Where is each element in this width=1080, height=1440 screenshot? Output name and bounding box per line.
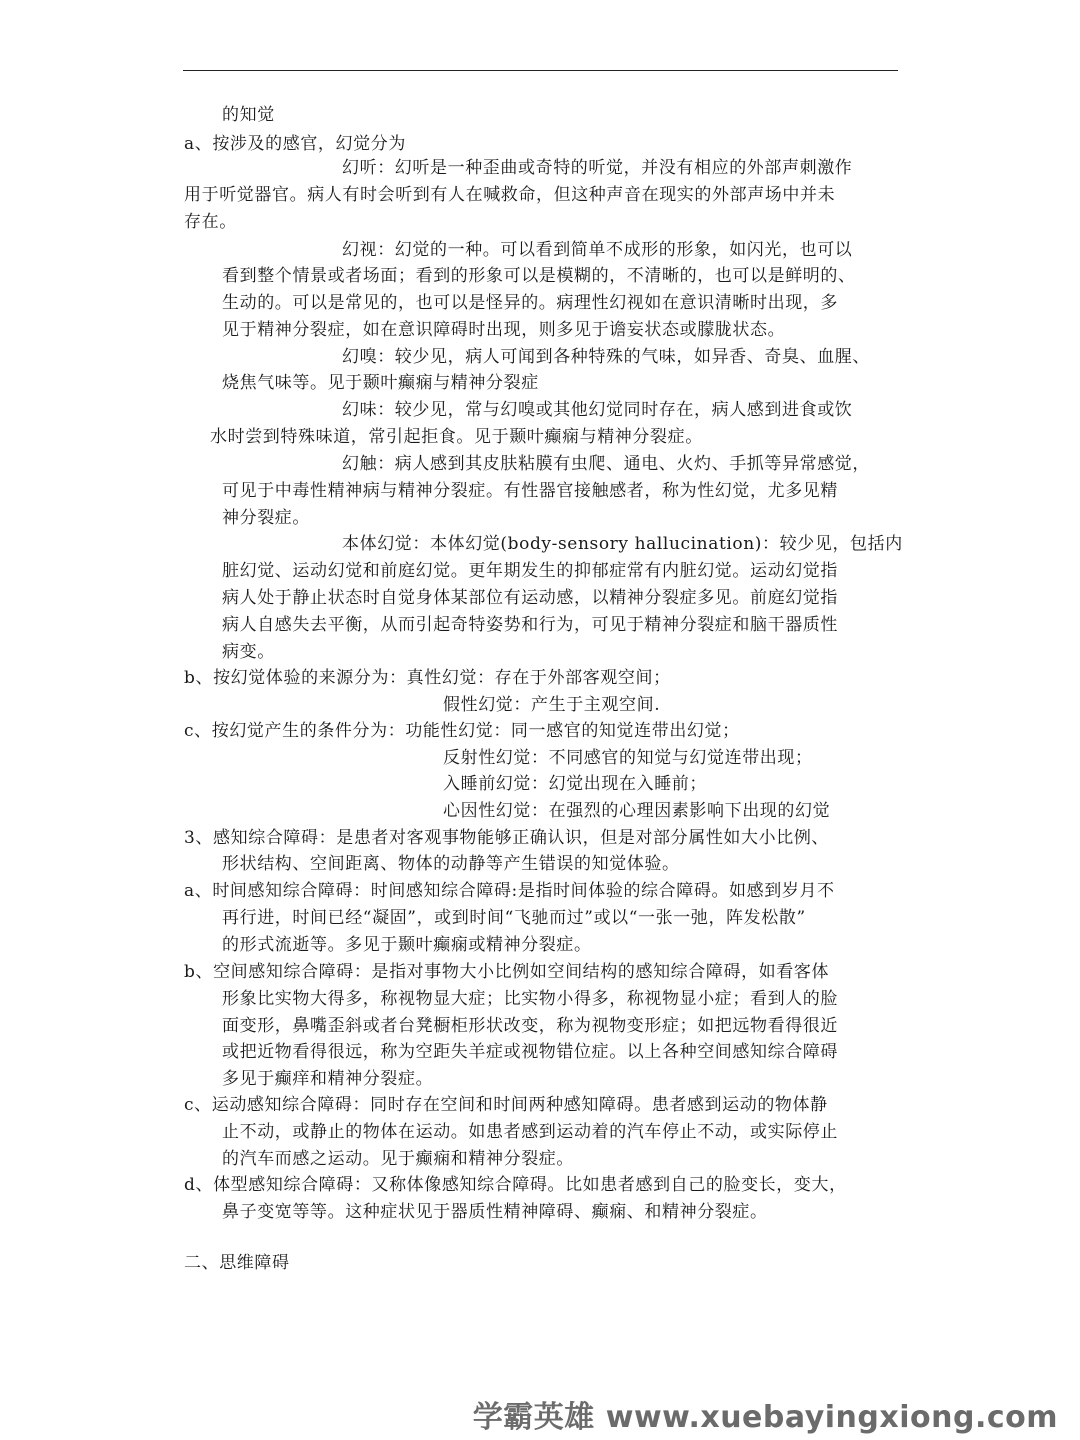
text-line: 病变。: [222, 642, 275, 662]
text-line: d、体型感知综合障碍：又称体像感知综合障碍。比如患者感到自己的脸变长，变大，: [184, 1175, 847, 1195]
text-line: 用于听觉器官。病人有时会听到有人在喊救命，但这种声音在现实的外部声场中并未: [184, 185, 836, 205]
text-line: a、时间感知综合障碍：时间感知综合障碍:是指时间体验的综合障碍。如感到岁月不: [184, 881, 835, 901]
text-line: 幻视：幻觉的一种。可以看到简单不成形的形象，如闪光，也可以: [342, 240, 853, 260]
text-line: 看到整个情景或者场面；看到的形象可以是模糊的，不清晰的，也可以是鲜明的、: [222, 266, 856, 286]
text-line: 形象比实物大得多，称视物显大症；比实物小得多，称视物显小症；看到人的脸: [222, 989, 838, 1009]
text-line: 再行进，时间已经“凝固”，或到时间“飞驰而过”或以“一张一弛，阵发松散”: [222, 908, 806, 928]
text-line: 止不动，或静止的物体在运动。如患者感到运动着的汽车停止不动，或实际停止: [222, 1122, 838, 1142]
text-line: 面变形，鼻嘴歪斜或者台凳橱柜形状改变，称为视物变形症；如把远物看得很近: [222, 1016, 838, 1036]
text-line: c、运动感知综合障碍：同时存在空间和时间两种感知障碍。患者感到运动的物体静: [184, 1095, 828, 1115]
text-line: 病人自感失去平衡，从而引起奇特姿势和行为，可见于精神分裂症和脑干器质性: [222, 615, 838, 635]
text-line: 鼻子变宽等等。这种症状见于器质性精神障碍、癫痫、和精神分裂症。: [222, 1202, 768, 1222]
text-line: 见于精神分裂症，如在意识障碍时出现，则多见于谵妄状态或朦胧状态。: [222, 320, 786, 340]
text-line: 幻味：较少见，常与幻嗅或其他幻觉同时存在，病人感到进食或饮: [342, 400, 853, 420]
text-line: 神分裂症。: [222, 508, 310, 528]
text-line: a、按涉及的感官，幻觉分为: [184, 134, 406, 154]
text-line: 脏幻觉、运动幻觉和前庭幻觉。更年期发生的抑郁症常有内脏幻觉。运动幻觉指: [222, 561, 838, 581]
text-line: 的知觉: [222, 105, 275, 125]
text-line: 心因性幻觉：在强烈的心理因素影响下出现的幻觉: [443, 801, 831, 821]
text-line: 本体幻觉：本体幻觉(body-sensory hallucination)：较少见，包括内: [342, 534, 903, 554]
text-line: 幻触：病人感到其皮肤粘膜有虫爬、通电、火灼、手抓等异常感觉，: [342, 454, 870, 474]
text-line: 或把近物看得很远，称为空距失羊症或视物错位症。以上各种空间感知综合障碍: [222, 1042, 838, 1062]
text-line: 3、感知综合障碍：是患者对客观事物能够正确认识，但是对部分属性如大小比例、: [184, 828, 830, 848]
text-line: 假性幻觉：产生于主观空间.: [443, 695, 661, 715]
text-line: 入睡前幻觉：幻觉出现在入睡前；: [443, 774, 707, 794]
text-line: 反射性幻觉：不同感官的知觉与幻觉连带出现；: [443, 748, 813, 768]
text-line: 烧焦气味等。见于颞叶癫痫与精神分裂症: [222, 373, 539, 393]
text-line: 病人处于静止状态时自觉身体某部位有运动感，以精神分裂症多见。前庭幻觉指: [222, 588, 838, 608]
text-line: 的形式流逝等。多见于颞叶癫痫或精神分裂症。: [222, 935, 592, 955]
section-heading: 二、思维障碍: [184, 1253, 290, 1273]
text-line: 存在。: [184, 212, 237, 232]
text-line: 水时尝到特殊味道，常引起拒食。见于颞叶癫痫与精神分裂症。: [210, 427, 703, 447]
text-line: 幻嗅：较少见，病人可闻到各种特殊的气味，如异香、奇臭、血腥、: [342, 347, 870, 367]
text-line: b、按幻觉体验的来源分为：真性幻觉：存在于外部客观空间；: [184, 668, 671, 688]
text-line: 多见于癫痒和精神分裂症。: [222, 1069, 434, 1089]
text-line: 形状结构、空间距离、物体的动静等产生错误的知觉体验。: [222, 854, 680, 874]
header-rule: [183, 70, 898, 71]
text-line: 生动的。可以是常见的，也可以是怪异的。病理性幻视如在意识清晰时出现，多: [222, 293, 838, 313]
text-line: 的汽车而感之运动。见于癫痫和精神分裂症。: [222, 1149, 574, 1169]
text-line: b、空间感知综合障碍：是指对事物大小比例如空间结构的感知综合障碍，如看客体: [184, 962, 830, 982]
site-watermark: 学霸英雄 www.xuebayingxiong.com: [472, 1400, 1058, 1435]
text-line: 可见于中毒性精神病与精神分裂症。有性器官接触感者，称为性幻觉，尤多见精: [222, 481, 838, 501]
text-line: c、按幻觉产生的条件分为：功能性幻觉：同一感官的知觉连带出幻觉；: [184, 721, 740, 741]
text-line: 幻听：幻听是一种歪曲或奇特的听觉，并没有相应的外部声刺激作: [342, 158, 853, 178]
